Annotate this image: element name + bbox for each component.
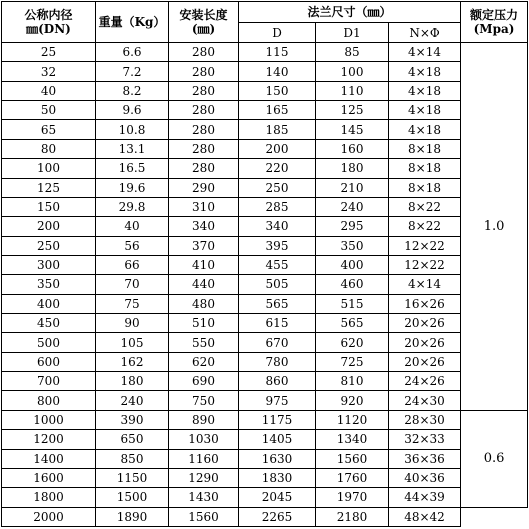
table-row <box>2 197 528 216</box>
table-row <box>2 178 528 197</box>
cell-flange-d: 505 <box>239 275 316 294</box>
cell-flange-d1: 1970 <box>316 488 389 507</box>
cell-flange-n-phi: 20×26 <box>389 333 461 352</box>
cell-install-length: 480 <box>169 294 239 313</box>
header-flange-n-phi: N×Φ <box>389 23 461 43</box>
spec-table-body <box>2 43 528 527</box>
cell-flange-n-phi: 32×33 <box>389 430 461 449</box>
header-flange-size: 法兰尺寸（㎜） <box>239 2 461 23</box>
cell-nominal-diameter: 50 <box>2 101 96 120</box>
table-row <box>2 333 528 352</box>
cell-flange-n-phi: 4×14 <box>389 43 461 62</box>
cell-install-length: 290 <box>169 178 239 197</box>
cell-weight: 7.2 <box>96 62 169 81</box>
cell-weight: 1890 <box>96 507 169 526</box>
cell-flange-d: 565 <box>239 294 316 313</box>
cell-nominal-diameter: 2000 <box>2 507 96 526</box>
table-row <box>2 81 528 100</box>
cell-flange-d1: 515 <box>316 294 389 313</box>
table-row <box>2 410 528 429</box>
cell-rated-pressure: 0.6 <box>461 410 528 507</box>
cell-nominal-diameter: 1000 <box>2 410 96 429</box>
cell-flange-d1: 565 <box>316 314 389 333</box>
cell-weight: 66 <box>96 255 169 274</box>
cell-weight: 13.1 <box>96 139 169 158</box>
table-row <box>2 391 528 410</box>
table-row <box>2 314 528 333</box>
cell-flange-n-phi: 16×26 <box>389 294 461 313</box>
cell-weight: 10.8 <box>96 120 169 139</box>
cell-weight: 390 <box>96 410 169 429</box>
cell-flange-d1: 180 <box>316 159 389 178</box>
cell-nominal-diameter: 100 <box>2 159 96 178</box>
cell-flange-n-phi: 4×18 <box>389 120 461 139</box>
table-row <box>2 43 528 62</box>
cell-flange-n-phi: 24×30 <box>389 391 461 410</box>
cell-nominal-diameter: 400 <box>2 294 96 313</box>
cell-weight: 650 <box>96 430 169 449</box>
cell-flange-d1: 725 <box>316 352 389 371</box>
table-row <box>2 449 528 468</box>
cell-rated-pressure: 1.0 <box>461 43 528 411</box>
cell-flange-d1: 125 <box>316 101 389 120</box>
cell-flange-d: 220 <box>239 159 316 178</box>
cell-flange-d: 140 <box>239 62 316 81</box>
cell-flange-d1: 110 <box>316 81 389 100</box>
cell-nominal-diameter: 1200 <box>2 430 96 449</box>
cell-weight: 105 <box>96 333 169 352</box>
cell-flange-d: 1830 <box>239 468 316 487</box>
cell-flange-d1: 810 <box>316 372 389 391</box>
cell-nominal-diameter: 300 <box>2 255 96 274</box>
table-row <box>2 488 528 507</box>
cell-nominal-diameter: 150 <box>2 197 96 216</box>
cell-flange-d1: 460 <box>316 275 389 294</box>
cell-nominal-diameter: 32 <box>2 62 96 81</box>
cell-install-length: 280 <box>169 81 239 100</box>
cell-flange-d: 615 <box>239 314 316 333</box>
cell-flange-n-phi: 4×18 <box>389 81 461 100</box>
header-install-length-line2: (㎜) <box>191 22 216 36</box>
cell-flange-d: 150 <box>239 81 316 100</box>
cell-flange-d: 200 <box>239 139 316 158</box>
cell-flange-d: 250 <box>239 178 316 197</box>
cell-flange-n-phi: 8×18 <box>389 159 461 178</box>
cell-nominal-diameter: 25 <box>2 43 96 62</box>
cell-install-length: 310 <box>169 197 239 216</box>
cell-nominal-diameter: 800 <box>2 391 96 410</box>
cell-install-length: 690 <box>169 372 239 391</box>
cell-nominal-diameter: 125 <box>2 178 96 197</box>
cell-nominal-diameter: 500 <box>2 333 96 352</box>
cell-flange-d: 395 <box>239 236 316 255</box>
cell-flange-d1: 2180 <box>316 507 389 526</box>
cell-weight: 56 <box>96 236 169 255</box>
valve-spec-table <box>1 1 528 527</box>
cell-flange-d: 1405 <box>239 430 316 449</box>
table-row <box>2 294 528 313</box>
cell-flange-n-phi: 28×30 <box>389 410 461 429</box>
cell-flange-d1: 1120 <box>316 410 389 429</box>
cell-nominal-diameter: 700 <box>2 372 96 391</box>
cell-weight: 70 <box>96 275 169 294</box>
cell-flange-d1: 210 <box>316 178 389 197</box>
cell-flange-d1: 350 <box>316 236 389 255</box>
cell-install-length: 750 <box>169 391 239 410</box>
cell-flange-d: 340 <box>239 217 316 236</box>
header-weight: 重量（Kg） <box>96 2 169 43</box>
cell-flange-n-phi: 4×14 <box>389 275 461 294</box>
cell-flange-d: 2265 <box>239 507 316 526</box>
cell-install-length: 280 <box>169 120 239 139</box>
cell-flange-n-phi: 44×39 <box>389 488 461 507</box>
cell-flange-n-phi: 8×22 <box>389 217 461 236</box>
cell-nominal-diameter: 40 <box>2 81 96 100</box>
cell-nominal-diameter: 1600 <box>2 468 96 487</box>
table-row <box>2 120 528 139</box>
cell-flange-d1: 85 <box>316 43 389 62</box>
cell-flange-d: 975 <box>239 391 316 410</box>
cell-weight: 1500 <box>96 488 169 507</box>
cell-install-length: 370 <box>169 236 239 255</box>
header-nominal-diameter-line2: ㎜(DN) <box>26 22 71 36</box>
cell-weight: 8.2 <box>96 81 169 100</box>
cell-install-length: 280 <box>169 159 239 178</box>
header-rated-pressure-line2: (Mpa) <box>473 22 515 36</box>
cell-weight: 240 <box>96 391 169 410</box>
cell-flange-n-phi: 8×22 <box>389 197 461 216</box>
header-flange-d1: D1 <box>316 23 389 43</box>
cell-weight: 162 <box>96 352 169 371</box>
cell-weight: 75 <box>96 294 169 313</box>
cell-flange-n-phi: 20×26 <box>389 352 461 371</box>
table-row <box>2 101 528 120</box>
cell-install-length: 1030 <box>169 430 239 449</box>
cell-weight: 180 <box>96 372 169 391</box>
header-flange-d: D <box>239 23 316 43</box>
cell-install-length: 280 <box>169 139 239 158</box>
cell-nominal-diameter: 65 <box>2 120 96 139</box>
table-row <box>2 236 528 255</box>
cell-weight: 29.8 <box>96 197 169 216</box>
cell-nominal-diameter: 1800 <box>2 488 96 507</box>
cell-nominal-diameter: 350 <box>2 275 96 294</box>
cell-install-length: 620 <box>169 352 239 371</box>
cell-install-length: 280 <box>169 43 239 62</box>
cell-flange-n-phi: 48×42 <box>389 507 461 526</box>
cell-flange-n-phi: 8×18 <box>389 178 461 197</box>
cell-install-length: 510 <box>169 314 239 333</box>
cell-install-length: 410 <box>169 255 239 274</box>
cell-flange-n-phi: 4×18 <box>389 101 461 120</box>
cell-install-length: 1160 <box>169 449 239 468</box>
cell-flange-n-phi: 24×26 <box>389 372 461 391</box>
cell-flange-d: 670 <box>239 333 316 352</box>
cell-install-length: 550 <box>169 333 239 352</box>
cell-install-length: 440 <box>169 275 239 294</box>
cell-flange-n-phi: 8×18 <box>389 139 461 158</box>
cell-nominal-diameter: 80 <box>2 139 96 158</box>
cell-flange-d: 860 <box>239 372 316 391</box>
cell-weight: 6.6 <box>96 43 169 62</box>
cell-install-length: 1560 <box>169 507 239 526</box>
cell-flange-d1: 145 <box>316 120 389 139</box>
cell-flange-d: 1630 <box>239 449 316 468</box>
table-row <box>2 62 528 81</box>
table-row <box>2 217 528 236</box>
header-nominal-diameter-line1: 公称内径 <box>24 7 73 22</box>
cell-flange-d1: 100 <box>316 62 389 81</box>
cell-flange-d1: 1760 <box>316 468 389 487</box>
cell-flange-d1: 295 <box>316 217 389 236</box>
header-nominal-diameter <box>2 2 96 43</box>
cell-install-length: 890 <box>169 410 239 429</box>
cell-install-length: 280 <box>169 101 239 120</box>
cell-flange-d: 115 <box>239 43 316 62</box>
table-row <box>2 139 528 158</box>
cell-weight: 1150 <box>96 468 169 487</box>
cell-install-length: 1430 <box>169 488 239 507</box>
cell-nominal-diameter: 200 <box>2 217 96 236</box>
table-row <box>2 255 528 274</box>
cell-flange-n-phi: 12×22 <box>389 236 461 255</box>
header-install-length-line1: 安装长度 <box>179 7 228 22</box>
cell-weight: 40 <box>96 217 169 236</box>
cell-flange-d1: 160 <box>316 139 389 158</box>
cell-nominal-diameter: 450 <box>2 314 96 333</box>
cell-flange-d: 2045 <box>239 488 316 507</box>
cell-nominal-diameter: 1400 <box>2 449 96 468</box>
cell-weight: 19.6 <box>96 178 169 197</box>
cell-flange-n-phi: 40×36 <box>389 468 461 487</box>
cell-flange-d1: 240 <box>316 197 389 216</box>
cell-flange-d: 1175 <box>239 410 316 429</box>
cell-flange-d: 780 <box>239 352 316 371</box>
table-row <box>2 372 528 391</box>
header-rated-pressure <box>461 2 528 43</box>
cell-install-length: 340 <box>169 217 239 236</box>
header-install-length <box>169 2 239 43</box>
cell-install-length: 280 <box>169 62 239 81</box>
cell-flange-d: 185 <box>239 120 316 139</box>
cell-flange-d1: 400 <box>316 255 389 274</box>
cell-flange-n-phi: 4×18 <box>389 62 461 81</box>
cell-flange-n-phi: 36×36 <box>389 449 461 468</box>
cell-flange-d1: 1560 <box>316 449 389 468</box>
table-row <box>2 430 528 449</box>
cell-flange-d1: 920 <box>316 391 389 410</box>
cell-flange-d: 285 <box>239 197 316 216</box>
cell-flange-n-phi: 12×22 <box>389 255 461 274</box>
table-row <box>2 352 528 371</box>
cell-flange-d1: 1340 <box>316 430 389 449</box>
table-row <box>2 507 528 526</box>
cell-nominal-diameter: 600 <box>2 352 96 371</box>
cell-weight: 850 <box>96 449 169 468</box>
cell-flange-n-phi: 20×26 <box>389 314 461 333</box>
cell-weight: 9.6 <box>96 101 169 120</box>
cell-nominal-diameter: 250 <box>2 236 96 255</box>
header-rated-pressure-line1: 额定压力 <box>470 7 519 22</box>
cell-install-length: 1290 <box>169 468 239 487</box>
cell-flange-d: 455 <box>239 255 316 274</box>
cell-weight: 16.5 <box>96 159 169 178</box>
cell-weight: 90 <box>96 314 169 333</box>
cell-flange-d1: 620 <box>316 333 389 352</box>
cell-flange-d: 165 <box>239 101 316 120</box>
table-row <box>2 159 528 178</box>
table-row <box>2 275 528 294</box>
table-row <box>2 468 528 487</box>
